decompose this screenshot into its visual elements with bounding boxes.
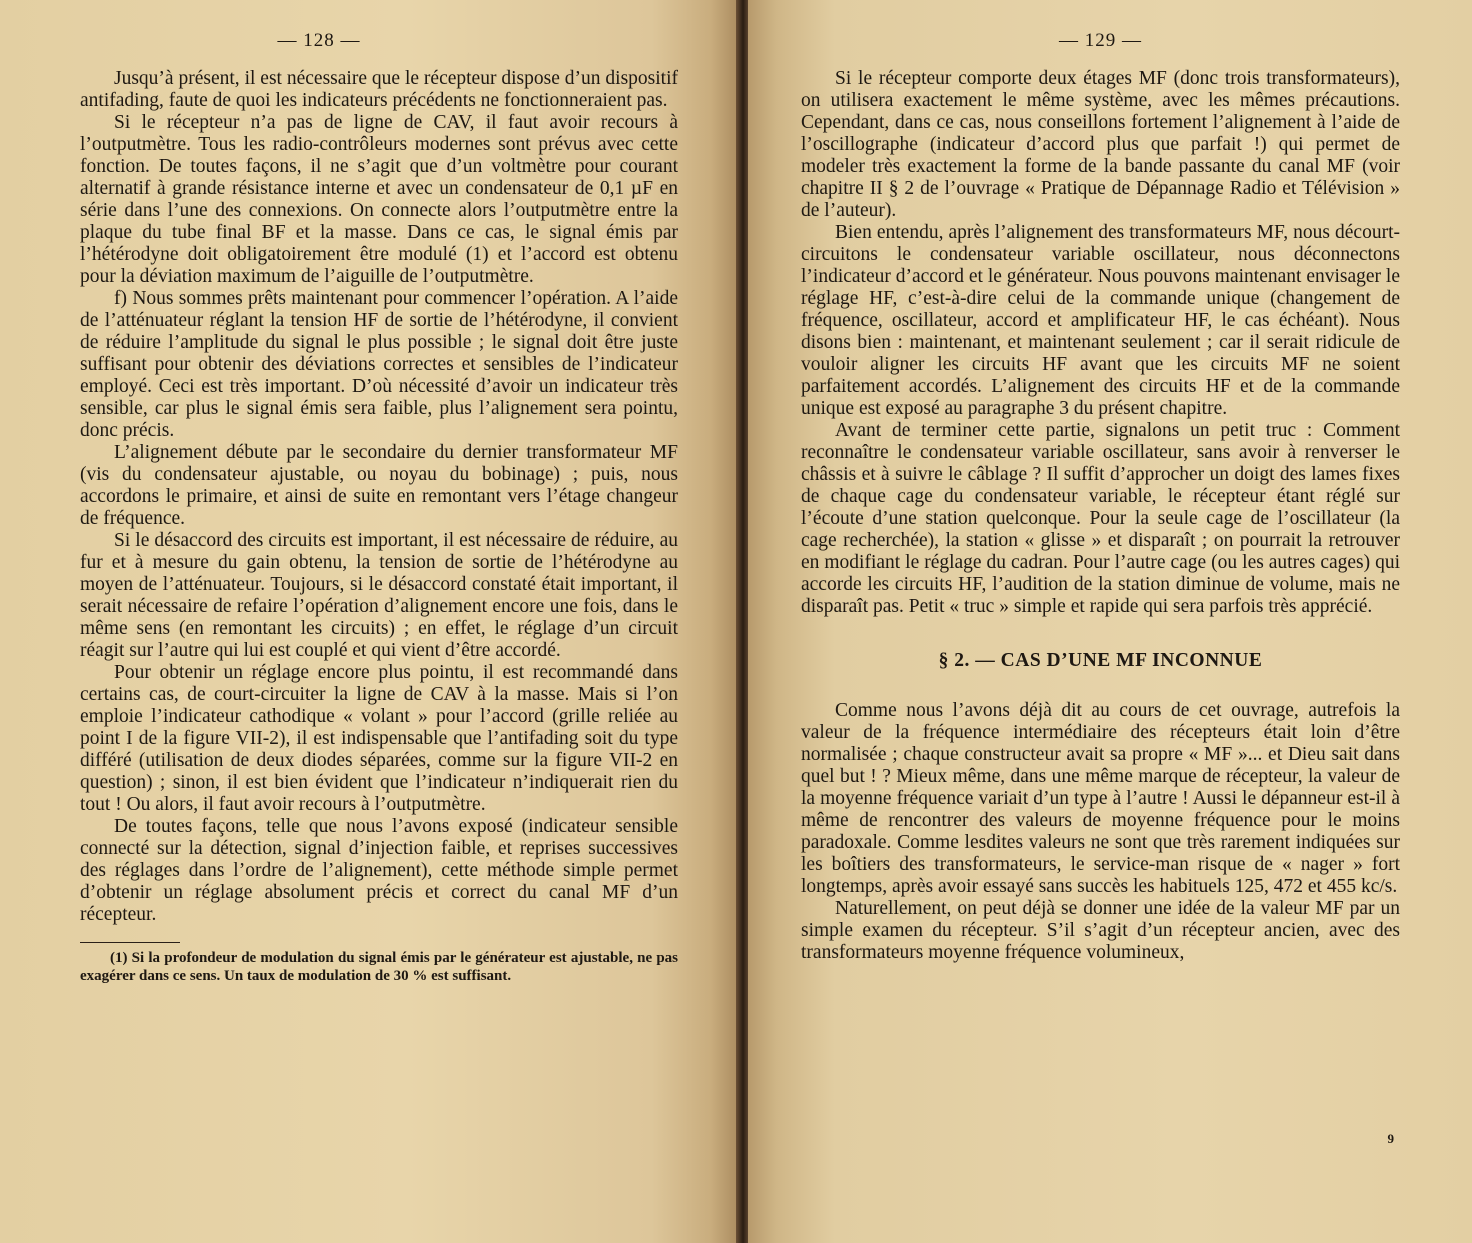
paragraph: Si le désaccord des circuits est important, il est nécessaire de réduire, au fur et à mesure du gain obtenu, la tension de sortie de l’hétérodyne au moyen de l’atténuateur. Toujours, si le désaccord constaté était important, il serait nécessaire de refaire l’opération d’alignement encore une fois, dans le même sens (en remontant les circuits) ; en effet, le réglage d’un circuit réagit sur l’autre qui lui est couplé et qui vient d’être accordé. xyxy=(80,530,678,661)
paragraph: Naturellement, on peut déjà se donner une idée de la valeur MF par un simple examen du récepteur. S’il s’agit d’un récepteur ancien, avec des transformateurs moyenne fréquence volumineux, xyxy=(801,898,1400,963)
paragraph: Avant de terminer cette partie, signalons un petit truc : Comment reconnaître le condensateur variable oscillateur, sans avoir à renverser le châssis et à suivre le câblage ? Il suffit d’approcher un doigt des lames fixes de chaque cage du condensateur variable, le récepteur étant réglé sur l’écoute d’une station quelconque. Pour la seule cage de l’oscillateur (la cage recherchée), la station « glisse » et disparaît ; on pourrait la retrouver en modifiant le réglage du cadran. Pour l’autre cage (ou les autres cages) qui accorde les circuits HF, l’audition de la station diminue de volume, mais ne disparaît pas. Petit « truc » simple et rapide qui sera parfois très apprécié. xyxy=(801,420,1400,617)
right-page xyxy=(748,0,1472,1243)
paragraph: Comme nous l’avons déjà dit au cours de cet ouvrage, autrefois la valeur de la fréquence intermédiaire des récepteurs était loin d’être normalisée ; chaque constructeur avait sa propre « MF »... et Dieu sait dans quel but ! ? Mieux même, dans une même marque de récepteur, la valeur de la moyenne fréquence variait d’un type à l’autre ! Aussi le dépanneur est-il à même de rencontrer des valeurs de moyenne fréquence pour le moins paradoxale. Comme lesdites valeurs ne sont que très rarement indiquées sur les boîtiers des transformateurs, le service-man risque de « nager » fort longtemps, après avoir essayé sans succès les habituels 125, 472 et 455 kc/s. xyxy=(801,700,1400,897)
section-heading: § 2. — CAS D’UNE MF INCONNUE xyxy=(938,650,1263,671)
signature-mark: 9 xyxy=(1387,1131,1394,1146)
paragraph: Pour obtenir un réglage encore plus pointu, il est recommandé dans certains cas, de court-circuiter la ligne de CAV à la masse. Mais si l’on emploie l’indicateur cathodique « volant » pour l’accord (grille reliée au point I de la figure VII-2), il est indispensable que l’antifading soit du type différé (utilisation de deux diodes séparées, comme sur la figure VII-2 en question) ; sinon, il est bien évident que l’indicateur n’indiquerait rien du tout ! Ou alors, il faut avoir recours à l’outputmètre. xyxy=(80,662,678,815)
page-number-right: — 129 — xyxy=(1059,30,1142,51)
paragraph: Si le récepteur n’a pas de ligne de CAV, il faut avoir recours à l’outputmètre. Tous les radio-contrôleurs modernes sont prévus avec cette fonction. De toutes façons, il ne s’agit que d’un voltmètre pour courant alternatif à grande résistance interne et avec un condensateur de 0,1 µF en série dans l’une des connexions. On connecte alors l’outputmètre entre la plaque du tube final BF et la masse. Dans ce cas, le signal émis par l’hétérodyne doit obligatoirement être modulé (1) et l’accord est obtenu pour la déviation maximum de l’aiguille de l’outputmètre. xyxy=(80,112,678,287)
paragraph: L’alignement débute par le secondaire du dernier transformateur MF (vis du condensateur ajustable, ou noyau du bobinage) ; puis, nous accordons le primaire, et ainsi de suite en remontant vers l’étage changeur de fréquence. xyxy=(80,442,678,529)
footnote-divider xyxy=(80,942,180,943)
paragraph: Bien entendu, après l’alignement des transformateurs MF, nous décourt-circuitons le condensateur variable oscillateur, nous déconnectons l’indicateur d’accord et le générateur. Nous pouvons maintenant envisager le réglage HF, c’est-à-dire celui de la commande unique (changement de fréquence, oscillateur, accord et amplificateur HF, le cas échéant). Nous disons bien : maintenant, et maintenant seulement ; car il serait ridicule de vouloir aligner les circuits HF avant que les circuits MF ne soient parfaitement accordés. L’alignement des circuits HF et de la commande unique est exposé au paragraphe 3 du présent chapitre. xyxy=(801,222,1400,419)
footnote: (1) Si la profondeur de modulation du signal émis par le générateur est ajustable, ne pas exagérer dans ce sens. Un taux de modulation de 30 % est suffisant. xyxy=(80,950,678,984)
page-number-left: — 128 — xyxy=(277,30,361,51)
paragraph: Jusqu’à présent, il est nécessaire que le récepteur dispose d’un dispositif antifading, faute de quoi les indicateurs précédents ne fonctionneraient pas. xyxy=(80,68,678,111)
paragraph: De toutes façons, telle que nous l’avons exposé (indicateur sensible connecté sur la détection, signal d’injection faible, et reprises successives des réglages dans l’ordre de l’alignement), cette méthode simple permet d’obtenir un réglage absolument précis et correct du canal MF d’un récepteur. xyxy=(80,816,678,925)
paragraph: Si le récepteur comporte deux étages MF (donc trois transformateurs), on utilisera exactement le même système, avec les mêmes précautions. Cependant, dans ce cas, nous conseillons fortement l’alignement à l’aide de l’oscillographe (indicateur d’accord plus que parfait !) qui permet de modeler très exactement la forme de la bande passante du canal MF (voir chapitre II § 2 de l’ouvrage « Pratique de Dépannage Radio et Télévision » de l’auteur). xyxy=(801,68,1400,221)
paragraph: f) Nous sommes prêts maintenant pour commencer l’opération. A l’aide de l’atténuateur réglant la tension HF de sortie de l’hétérodyne, il convient de réduire l’amplitude du signal le plus possible ; le signal doit être juste suffisant pour obtenir des déviations correctes et sensibles de l’indicateur employé. Ceci est très important. D’où nécessité d’avoir un indicateur très sensible, car plus le signal émis sera faible, plus l’alignement sera pointu, donc précis. xyxy=(80,288,678,441)
